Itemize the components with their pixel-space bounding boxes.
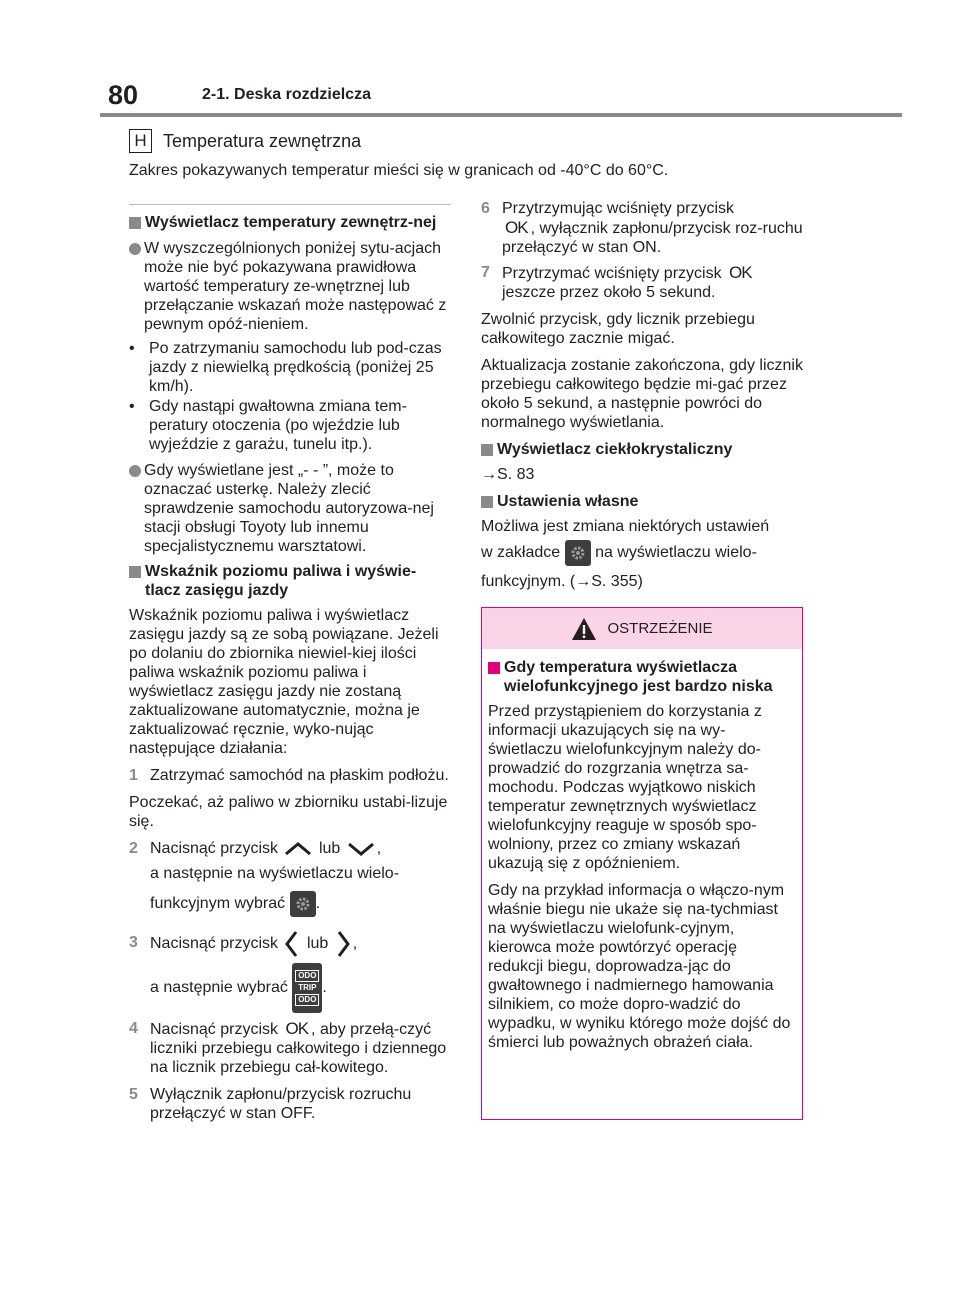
square-bullet-icon: [481, 444, 493, 456]
section-letter-badge: H: [129, 129, 152, 153]
settings-gear-icon: [565, 540, 591, 566]
fuel-heading: Wskaźnik poziomu paliwa i wyświe-tlacz zasięgu jazdy: [129, 562, 451, 600]
fuel-paragraph: Wskaźnik poziomu paliwa i wyświetlacz zasięgu jazdy są ze sobą powiązane. Jeżeli po dolaniu do zbiornika niewiel-kiej ilości paliwa wskaźnik poziomu paliwa i wyświetlacz zasięgu jazdy nie zostaną zaktualizowane automatycznie, można je zaktualizować ręcznie, wyko-nując następujące działania:: [129, 607, 439, 757]
chevron-up-icon: [282, 842, 314, 856]
square-bullet-icon: [481, 496, 493, 508]
step-1: 1 Zatrzymać samochód na płaskim podłożu.: [129, 767, 449, 784]
bullet-icon: •: [129, 398, 135, 415]
page-number: 80: [108, 80, 139, 110]
list-item: • Po zatrzymaniu samochodu lub pod-czas jazdy z niewielką prędkością (poniżej 25 km/h).: [129, 340, 442, 395]
section-title: Temperatura zewnętrzna: [163, 130, 362, 151]
custom-settings-heading: Ustawienia własne: [481, 492, 803, 511]
note-item: W wyszczególnionych poniżej sytu-acjach może nie być pokazywana prawidłowa wartość temperatury ze-wnętrznej lub przełączanie wskazań może następować z pewnym opóź-nieniem.: [129, 239, 451, 334]
step-7: 7 Przytrzymać wciśnięty przycisk OK jeszcze przez około 5 sekund.: [481, 263, 803, 302]
left-column: [129, 204, 451, 1131]
warning-heading: Gdy temperatura wyświetlacza wielofunkcyjnego jest bardzo niska: [488, 658, 796, 696]
step-5: 5 Wyłącznik zapłonu/przycisk rozruchu przełączyć w stan OFF.: [129, 1086, 412, 1122]
warning-paragraph: Przed przystąpieniem do korzystania z informacji ukazujących się na wy-świetlaczu wielofunkcyjnym należy do-prowadzić do rozgrzania wnętrza sa-mochodu. Podczas wyjątkowo niskich temperatur zewnętrznych wyświetlacz wielofunkcyjny reaguje w sposób spo-wolniony, przez co zmiany wskazań ukazują się z opóźnieniem.: [488, 703, 762, 872]
release-paragraph: Zwolnić przycisk, gdy licznik przebiegu całkowitego zacznie migać.: [481, 311, 755, 347]
warning-body: [482, 649, 802, 1052]
header-divider: [100, 113, 902, 117]
ext-temp-heading: Wyświetlacz temperatury zewnętrz-nej: [129, 213, 451, 232]
circle-bullet-icon: [129, 243, 141, 255]
step-6: 6 Przytrzymując wciśnięty przycisk OK , wyłącznik zapłonu/przycisk roz-ruchu przełączyć w stan ON.: [481, 200, 803, 256]
settings-gear-icon: [290, 891, 316, 917]
warning-box: [481, 607, 803, 1120]
page-header: [100, 80, 902, 116]
temperature-range-text: Zakres pokazywanych temperatur mieści się w granicach od -40°C do 60°C.: [129, 162, 669, 179]
ok-button-icon: OK: [729, 263, 752, 282]
circle-bullet-icon: [129, 465, 141, 477]
ok-button-icon: OK: [505, 218, 528, 237]
square-bullet-icon: [129, 217, 141, 229]
warning-paragraph: Gdy na przykład informacja o włączo-nym właśnie biegu nie ukaże się na-tychmiast na wyświetlaczu wielofunk-cyjnym, kierowca może powtórzyć operację redukcji biegu, doprowadza-jąc do gwałtownego i nadmiernego hamowania silnikiem, co może dopro-wadzić do wypadku, w wyniku którego może dojść do śmierci lub poważnych obrażeń ciała.: [488, 882, 791, 1051]
custom-settings-paragraph: Możliwa jest zmiana niektórych ustawień w zakładce na wyświetlaczu wielo- funkcyjnym. (→S. 355): [481, 518, 770, 590]
step-3: 3 Nacisnąć przycisk lub , a następnie wybrać ODO TRIP ODO .: [129, 927, 451, 1017]
chevron-down-icon: [345, 842, 377, 856]
bullet-icon: •: [129, 340, 135, 357]
ok-button-icon: OK: [285, 1019, 309, 1038]
update-paragraph: Aktualizacja zostanie zakończona, gdy licznik przebiegu całkowitego będzie mi-gać przez około 5 sekund, a następnie powróci do normalnego wyświetlania.: [481, 357, 803, 431]
note-item: Gdy wyświetlane jest „- - ”, może to oznaczać usterkę. Należy zlecić sprawdzenie samochodu autoryzowa-nej stacji obsługi Toyoty lub innemu specjalistycznemu warsztatowi.: [129, 461, 451, 556]
chevron-left-icon: [282, 929, 302, 959]
wait-paragraph: Poczekać, aż paliwo w zbiorniku ustabi-lizuje się.: [129, 794, 448, 830]
list-item: • Gdy nastąpi gwałtowna zmiana tem-peratury otoczenia (po wjeździe lub wyjeździe z garażu, tunelu itp.).: [129, 398, 407, 453]
lcd-page-reference: →S. 83: [481, 466, 535, 483]
square-bullet-icon: [488, 662, 500, 674]
odo-trip-icon: ODO TRIP ODO: [292, 963, 322, 1013]
chevron-right-icon: [333, 929, 353, 959]
lcd-heading: Wyświetlacz ciekłokrystaliczny: [481, 440, 803, 459]
section-heading: [129, 129, 361, 153]
step-2: 2 Nacisnąć przycisk lub , a następnie na wyświetlaczu wielo- funkcyjnym wybrać .: [129, 839, 451, 921]
warning-title: OSTRZEŻENIE: [607, 620, 713, 637]
step-4: 4 Nacisnąć przycisk OK , aby przełą-czyć liczniki przebiegu całkowitego i dziennego na licznik przebiegu cał-kowitego.: [129, 1019, 447, 1076]
chapter-title: 2-1. Deska rozdzielcza: [202, 86, 371, 103]
square-bullet-icon: [129, 566, 141, 578]
warning-triangle-icon: [571, 617, 597, 641]
right-column: [481, 199, 803, 591]
warning-header: [482, 608, 802, 649]
